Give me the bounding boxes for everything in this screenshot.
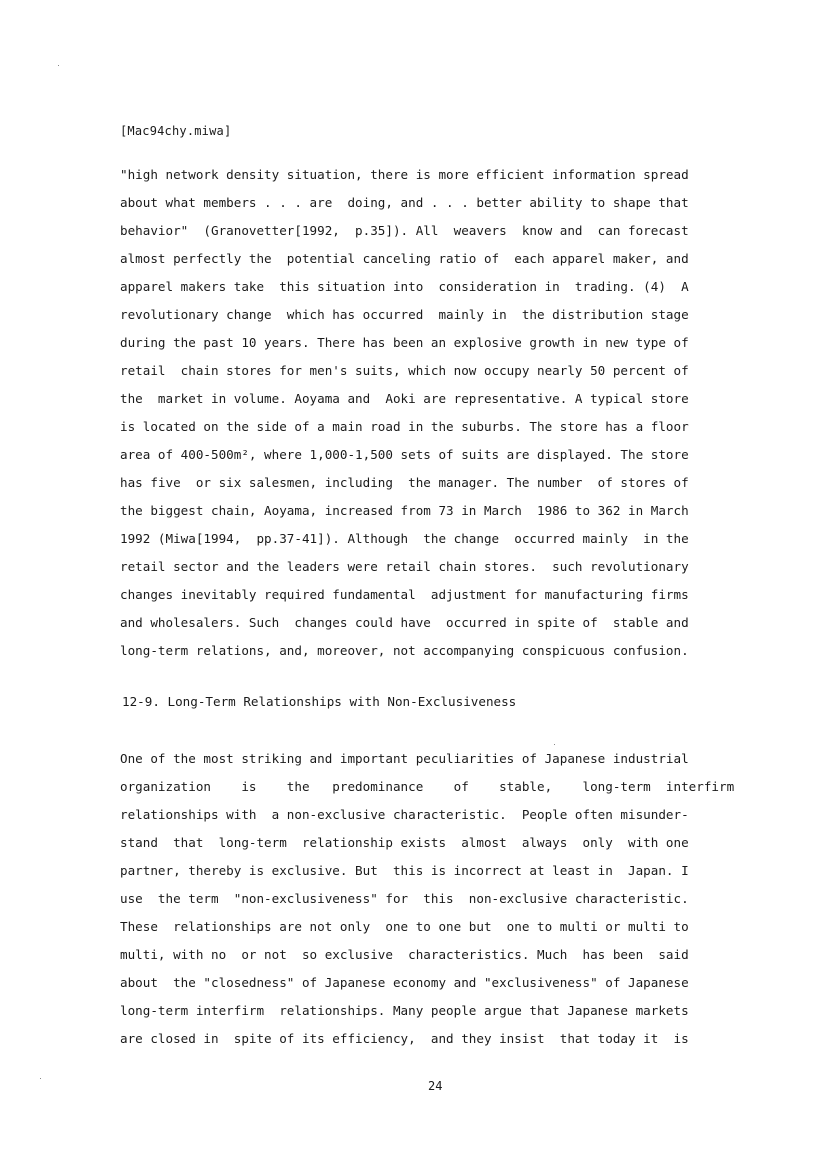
text-line: area of 400-500m², where 1,000-1,500 sets of suits are displayed. The store xyxy=(120,447,689,462)
text-line: These relationships are not only one to one but one to multi or multi to xyxy=(120,919,689,934)
text-line: organization is the predominance of stable, long-term interfirm xyxy=(120,779,735,794)
text-line: about the "closedness" of Japanese economy and "exclusiveness" of Japanese xyxy=(120,975,689,990)
text-line: the biggest chain, Aoyama, increased from 73 in March 1986 to 362 in March xyxy=(120,503,689,518)
text-line: are closed in spite of its efficiency, and they insist that today it is xyxy=(120,1031,689,1046)
text-line: "high network density situation, there is more efficient information spread xyxy=(120,167,689,182)
text-line: about what members . . . are doing, and . . . better ability to shape that xyxy=(120,195,689,210)
text-line: is located on the side of a main road in the suburbs. The store has a floor xyxy=(120,419,689,434)
body-paragraph-1 xyxy=(120,161,750,665)
document-id: [Mac94chy.miwa] xyxy=(120,124,232,138)
text-line: long-term interfirm relationships. Many people argue that Japanese markets xyxy=(120,1003,689,1018)
text-line: 1992 (Miwa[1994, pp.37-41]). Although the change occurred mainly in the xyxy=(120,531,689,546)
text-line: the market in volume. Aoyama and Aoki are representative. A typical store xyxy=(120,391,689,406)
text-line: retail sector and the leaders were retail chain stores. such revolutionary xyxy=(120,559,689,574)
text-line: and wholesalers. Such changes could have occurred in spite of stable and xyxy=(120,615,689,630)
scan-speck-top xyxy=(58,65,59,66)
page-number: 24 xyxy=(428,1079,443,1093)
text-line: multi, with no or not so exclusive characteristics. Much has been said xyxy=(120,947,689,962)
text-line: changes inevitably required fundamental adjustment for manufacturing firms xyxy=(120,587,689,602)
text-line: retail chain stores for men's suits, which now occupy nearly 50 percent of xyxy=(120,363,689,378)
text-line: almost perfectly the potential canceling ratio of each apparel maker, and xyxy=(120,251,689,266)
section-heading: 12-9. Long-Term Relationships with Non-Exclusiveness xyxy=(122,694,517,709)
text-line: revolutionary change which has occurred mainly in the distribution stage xyxy=(120,307,689,322)
body-paragraph-2 xyxy=(120,745,750,1053)
text-line: use the term "non-exclusiveness" for this non-exclusive characteristic. xyxy=(120,891,689,906)
text-line: One of the most striking and important peculiarities of Japanese industrial xyxy=(120,751,689,766)
text-line: long-term relations, and, moreover, not accompanying conspicuous confusion. xyxy=(120,643,689,658)
text-line: behavior" (Granovetter[1992, p.35]). All weavers know and can forecast xyxy=(120,223,689,238)
text-line: partner, thereby is exclusive. But this is incorrect at least in Japan. I xyxy=(120,863,689,878)
text-line: stand that long-term relationship exists almost always only with one xyxy=(120,835,689,850)
scan-speck-bottom xyxy=(40,1078,41,1079)
text-line: during the past 10 years. There has been an explosive growth in new type of xyxy=(120,335,689,350)
text-line: relationships with a non-exclusive characteristic. People often misunder- xyxy=(120,807,689,822)
text-line: apparel makers take this situation into consideration in trading. (4) A xyxy=(120,279,689,294)
text-line: has five or six salesmen, including the manager. The number of stores of xyxy=(120,475,689,490)
